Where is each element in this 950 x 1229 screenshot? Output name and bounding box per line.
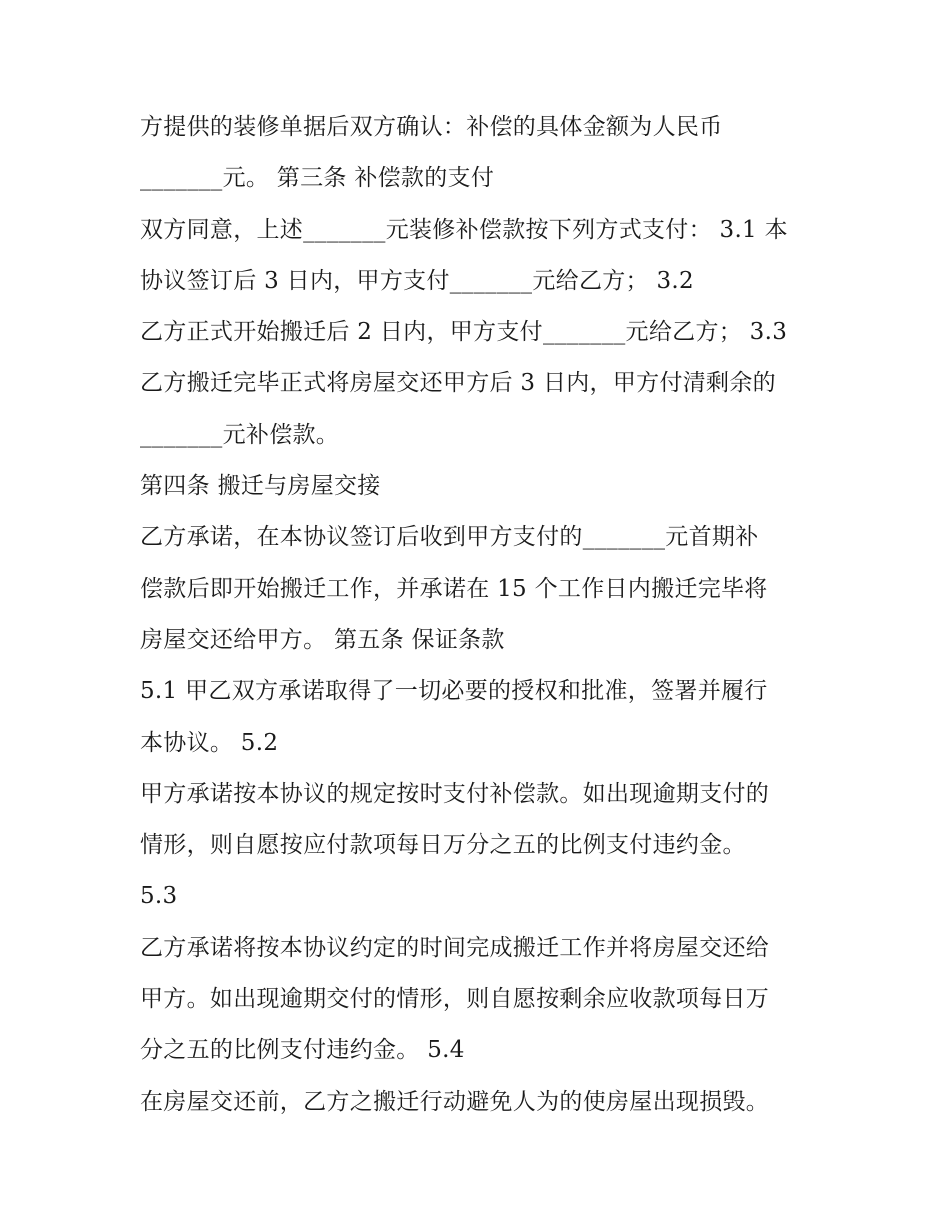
text-line: 乙方正式开始搬迁后 2 日内，甲方支付_______元给乙方； 3.3 xyxy=(140,319,788,346)
document-body xyxy=(140,102,820,1128)
text-line: 方提供的装修单据后双方确认：补偿的具体金额为人民币 xyxy=(140,114,723,140)
text-line: 5.1 甲乙双方承诺取得了一切必要的授权和批准，签署并履行 xyxy=(140,678,768,705)
text-line: 乙方承诺，在本协议签订后收到甲方支付的_______元首期补 xyxy=(140,524,759,551)
text-line: 甲方承诺按本协议的规定按时支付补偿款。如出现逾期支付的 xyxy=(140,780,770,807)
text-line: 房屋交还给甲方。 第五条 保证条款 xyxy=(140,626,505,653)
text-line: 双方同意，上述_______元装修补偿款按下列方式支付： 3.1 本 xyxy=(140,216,788,243)
text-line: _______元补偿款。 xyxy=(140,421,340,448)
text-line: 协议签订后 3 日内，甲方支付_______元给乙方； 3.2 xyxy=(140,267,694,294)
text-line: 偿款后即开始搬迁工作，并承诺在 15 个工作日内搬迁完毕将 xyxy=(140,575,768,602)
text-line: 乙方承诺将按本协议约定的时间完成搬迁工作并将房屋交还给 xyxy=(140,934,770,961)
text-line: 乙方搬迁完毕正式将房屋交还甲方后 3 日内，甲方付清剩余的 xyxy=(140,370,776,397)
text-line: _______元。 第三条 补偿款的支付 xyxy=(140,165,495,192)
text-line: 甲方。如出现逾期交付的情形，则自愿按剩余应收款项每日万 xyxy=(140,986,770,1013)
article-heading: 第四条 搬迁与房屋交接 xyxy=(140,473,381,500)
text-line: 分之五的比例支付违约金。 5.4 xyxy=(140,1037,465,1064)
text-line: 情形，则自愿按应付款项每日万分之五的比例支付违约金。 xyxy=(140,832,746,859)
text-line: 本协议。 5.2 xyxy=(140,729,279,756)
clause-number: 5.3 xyxy=(140,883,178,910)
text-line: 在房屋交还前，乙方之搬迁行动避免人为的使房屋出现损毁。 xyxy=(140,1088,770,1115)
